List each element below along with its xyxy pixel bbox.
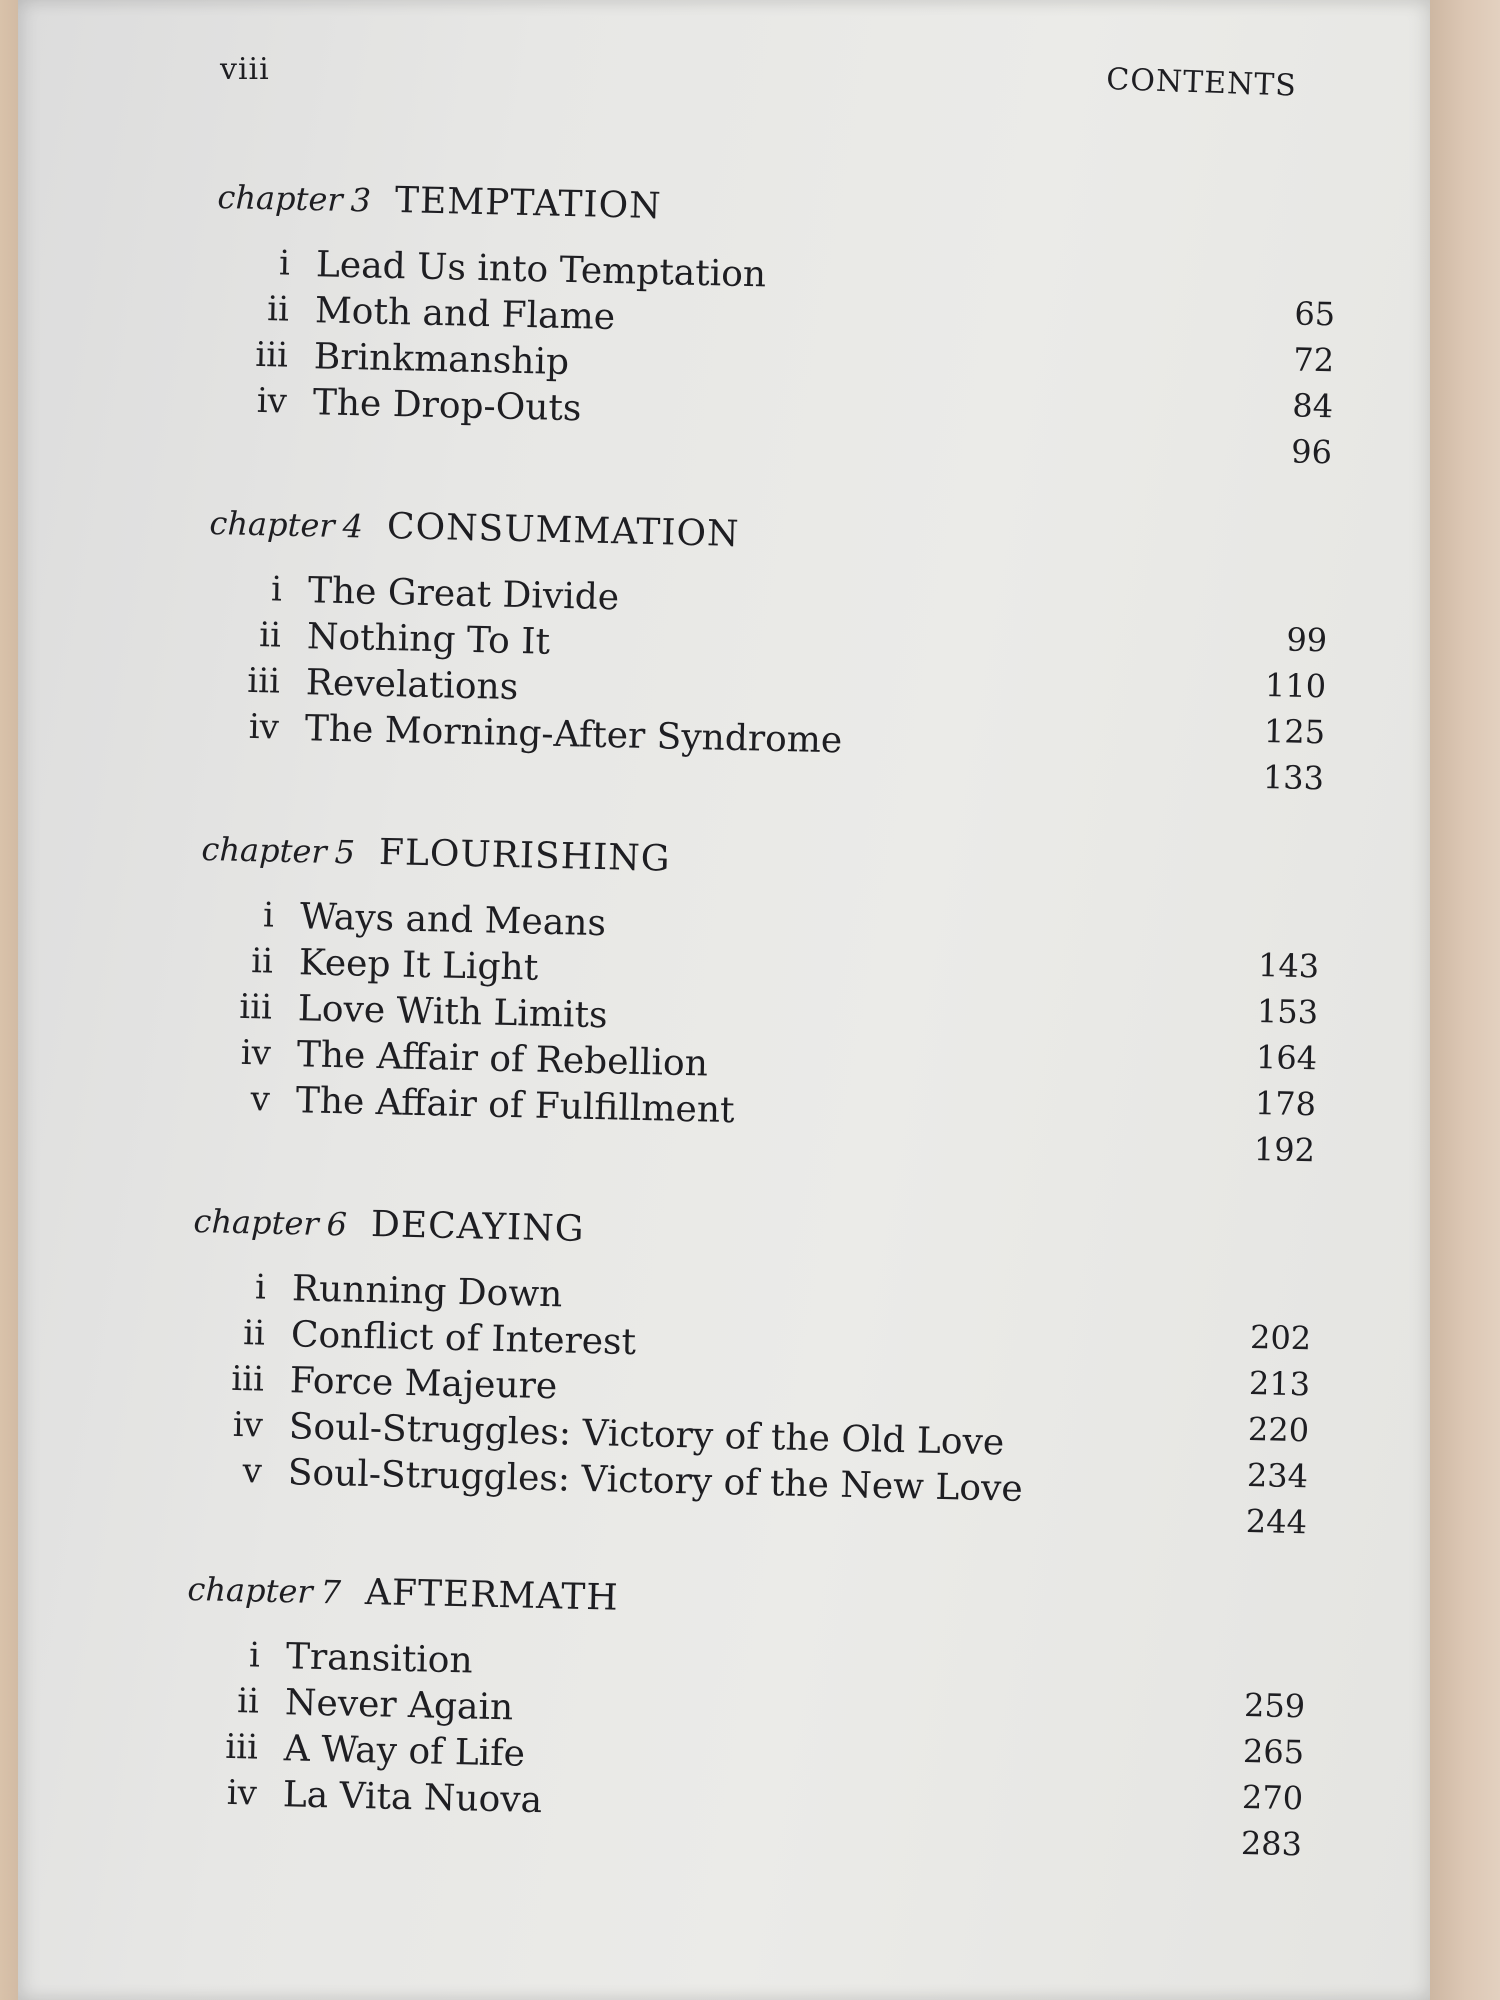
chapter-entries (182, 1634, 1306, 1864)
section-numeral: ii (258, 615, 282, 656)
chapter-heading (187, 1568, 619, 1619)
section-page-number: 96 (1290, 432, 1333, 472)
section-title: Force Majeure (289, 1360, 558, 1408)
chapter-title: AFTERMATH (364, 1572, 620, 1619)
section-title: Never Again (284, 1682, 514, 1729)
section-numeral: i (270, 569, 283, 610)
section-numeral: iii (230, 1358, 265, 1400)
section-page-number: 125 (1263, 711, 1326, 752)
section-page-number: 234 (1246, 1455, 1309, 1496)
section-page-number: 265 (1242, 1731, 1305, 1772)
section-page-number: 270 (1241, 1777, 1304, 1818)
section-title: La Vita Nuova (282, 1774, 543, 1822)
section-page-number: 143 (1257, 945, 1320, 986)
chapter-label: chapter (217, 177, 344, 219)
section-page-number: 259 (1243, 1685, 1306, 1726)
section-page-number: 178 (1254, 1083, 1317, 1124)
section-numeral: iii (224, 1726, 259, 1768)
chapter-heading (217, 176, 662, 227)
section-title: Nothing To It (306, 616, 551, 663)
folio-page-number: viii (220, 52, 270, 87)
chapter-label: chapter (187, 1569, 314, 1611)
section-page-number: 84 (1291, 386, 1334, 426)
section-title: Conflict of Interest (290, 1314, 637, 1364)
chapter-number: 3 (350, 181, 372, 220)
section-title: Moth and Flame (314, 290, 616, 339)
chapter-label: chapter (193, 1201, 320, 1243)
section-numeral: iv (240, 1032, 272, 1074)
section-page-number: 192 (1253, 1129, 1316, 1170)
section-page-number: 72 (1292, 340, 1335, 380)
section-title: Love With Limits (297, 988, 608, 1037)
chapter-label: chapter (209, 503, 336, 545)
chapter-5-section (193, 828, 1321, 1233)
section-title: The Affair of Fulfillment (295, 1080, 735, 1132)
running-head: CONTENTS (1105, 62, 1298, 104)
section-numeral: iv (248, 706, 280, 748)
section-numeral: v (250, 1079, 271, 1120)
chapter-6-section (185, 1200, 1313, 1605)
section-numeral: v (242, 1451, 263, 1492)
section-title: The Affair of Rebellion (296, 1034, 709, 1085)
section-page-number: 220 (1247, 1409, 1310, 1450)
section-numeral: ii (266, 289, 290, 330)
chapter-title: DECAYING (370, 1204, 585, 1250)
section-page-number: 164 (1255, 1037, 1318, 1078)
section-title: A Way of Life (283, 1728, 526, 1775)
section-numeral: ii (250, 941, 274, 982)
chapter-label: chapter (201, 829, 328, 871)
section-numeral: iii (254, 334, 289, 376)
chapter-number: 6 (326, 1205, 348, 1244)
chapter-7-section (179, 1568, 1307, 1973)
section-page-number: 65 (1294, 294, 1336, 334)
section-title: Revelations (305, 662, 519, 709)
chapter-title: TEMPTATION (394, 180, 663, 228)
chapter-entries (204, 568, 1328, 798)
chapter-number: 7 (320, 1573, 342, 1612)
chapter-heading (193, 1200, 585, 1250)
chapter-entries (212, 242, 1336, 472)
section-numeral: i (262, 895, 275, 936)
section-page-number: 110 (1264, 665, 1327, 706)
section-title: Ways and Means (299, 896, 607, 945)
section-title: Transition (285, 1636, 474, 1682)
section-title: Keep It Light (298, 942, 539, 989)
section-page-number: 202 (1249, 1317, 1312, 1358)
section-title: Lead Us into Temptation (315, 244, 767, 296)
section-page-number: 133 (1262, 757, 1325, 798)
section-numeral: iv (226, 1772, 258, 1814)
section-title: Brinkmanship (313, 336, 570, 384)
section-title: The Great Divide (307, 570, 620, 619)
section-page-number: 99 (1286, 620, 1328, 660)
chapter-number: 4 (342, 507, 364, 546)
section-title: Running Down (291, 1268, 563, 1316)
chapter-title: FLOURISHING (378, 832, 672, 880)
section-numeral: ii (236, 1681, 260, 1722)
section-numeral: ii (242, 1313, 266, 1354)
section-page-number: 213 (1248, 1363, 1311, 1404)
section-numeral: iii (246, 660, 281, 702)
section-title: Soul-Struggles: Victory of the Old Love (288, 1406, 1005, 1464)
chapter-entries (195, 894, 1320, 1170)
section-page-number: 283 (1240, 1823, 1303, 1864)
section-numeral: i (278, 243, 291, 284)
chapter-number: 5 (334, 833, 356, 872)
section-page-number: 244 (1245, 1501, 1308, 1542)
chapter-title: CONSUMMATION (386, 506, 740, 556)
section-title: The Morning-After Syndrome (304, 708, 843, 762)
section-numeral: iv (232, 1404, 264, 1446)
section-numeral: i (248, 1635, 261, 1676)
section-numeral: iii (238, 986, 273, 1028)
section-title: The Drop-Outs (312, 382, 582, 430)
section-numeral: i (254, 1267, 267, 1308)
section-title: Soul-Struggles: Victory of the New Love (287, 1452, 1024, 1510)
section-page-number: 153 (1256, 991, 1319, 1032)
section-numeral: iv (256, 380, 288, 422)
chapter-entries (187, 1266, 1312, 1542)
